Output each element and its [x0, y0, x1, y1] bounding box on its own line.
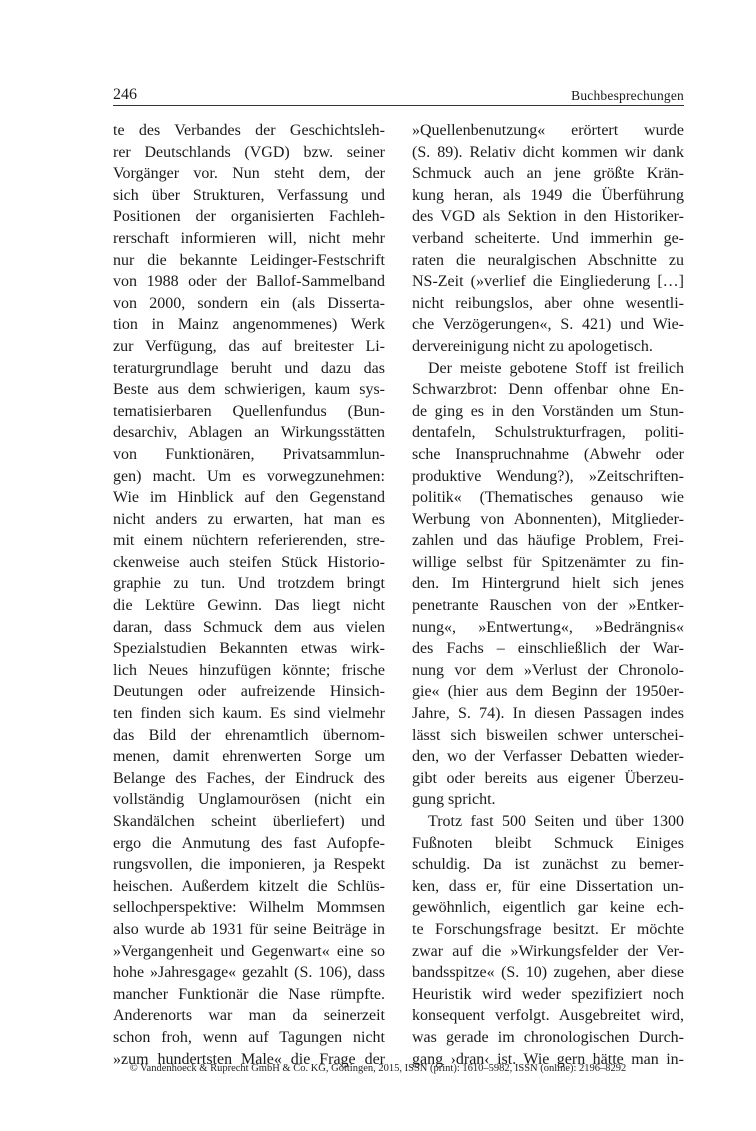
- text-line: »Vergangenheit und Gegenwart« eine so: [113, 942, 385, 960]
- text-line: schuldig. Da ist zunächst zu bemer-: [412, 856, 684, 874]
- text-line: Jahre, S. 74). In diesen Passagen indes: [412, 705, 684, 723]
- text-line: tematisierbaren Quellenfundus (Bun-: [113, 402, 385, 420]
- text-line: Belange des Faches, der Eindruck des: [113, 769, 385, 787]
- text-line: des VGD als Sektion in den Historiker-: [412, 208, 684, 226]
- text-line: rungsvollen, die imponieren, ja Respekt: [113, 856, 385, 874]
- text-line: lich Neues hinzufügen könnte; frische: [113, 661, 385, 679]
- text-line: nung«, »Entwertung«, »Bedrängnis«: [412, 618, 684, 636]
- text-line: gang ›dran‹ ist. Wie gern hätte man in-: [412, 1050, 684, 1068]
- left-column: [113, 120, 385, 1070]
- text-line: von 1988 oder der Ballof-Sammelband: [113, 273, 385, 291]
- text-line: von Funktionären, Privatsammlun-: [113, 445, 385, 463]
- page-number: 246: [113, 86, 137, 103]
- text-line: che Verzögerungen«, S. 421) und Wie-: [412, 316, 684, 334]
- text-line: nur die bekannte Leidinger-Festschrift: [113, 251, 385, 269]
- text-line: sellochperspektive: Wilhelm Mommsen: [113, 899, 385, 917]
- copyright-footer: © Vandenhoeck & Ruprecht GmbH & Co. KG, Göttingen, 2015, ISSN (print): 1610–5982, ISSN (online): 2196–8292: [129, 1063, 627, 1074]
- text-line: Vorgänger vor. Nun steht dem, der: [113, 165, 385, 183]
- text-line: menen, damit ehrenwerten Sorge um: [113, 748, 385, 766]
- text-line: konsequent verfolgt. Ausgebreitet wird,: [412, 1007, 684, 1025]
- text-line: heischen. Außerdem kitzelt die Schlüs-: [113, 877, 385, 895]
- text-line: gibt oder bereits aus eigener Überzeu-: [412, 769, 684, 787]
- text-line: Spezialstudien Bekannten etwas wirk-: [113, 640, 385, 658]
- text-line: daran, dass Schmuck dem aus vielen: [113, 618, 385, 636]
- text-line: lässt sich bisweilen schwer unterschei-: [412, 726, 684, 744]
- text-line: nung vor dem »Verlust der Chronolo-: [412, 661, 684, 679]
- text-line: sche Inanspruchnahme (Abwehr oder: [412, 445, 684, 463]
- text-line: NS-Zeit (»verlief die Eingliederung […]: [412, 273, 684, 291]
- text-line: gewöhnlich, eigentlich gar keine ech-: [412, 899, 684, 917]
- running-title: Buchbesprechungen: [571, 88, 684, 103]
- text-line: Werbung von Abonnenten), Mitglieder-: [412, 510, 684, 528]
- text-line: das Bild der ehrenamtlich übernom-: [113, 726, 385, 744]
- text-line: sich über Strukturen, Verfassung und: [113, 186, 385, 204]
- text-line: Anderenorts war man da seinerzeit: [113, 1007, 385, 1025]
- text-line: te Forschungsfrage besitzt. Er möchte: [412, 920, 684, 938]
- text-line: hohe »Jahresgage« gezahlt (S. 106), dass: [113, 964, 385, 982]
- text-line: produktive Wendung?), »Zeitschriften-: [412, 467, 684, 485]
- text-line: tion in Mainz angenommenes) Werk: [113, 316, 385, 334]
- page-header: [113, 86, 684, 106]
- text-line: ergo die Anmutung des fast Aufopfe-: [113, 834, 385, 852]
- text-line: des Fachs – einschließlich der War-: [412, 640, 684, 658]
- text-line: »Quellenbenutzung« erörtert wurde: [412, 122, 684, 139]
- text-line: ken, dass er, für eine Dissertation un-: [412, 877, 684, 895]
- text-line: Trotz fast 500 Seiten und über 1300: [428, 813, 684, 830]
- text-line: nicht anders zu erwarten, hat man es: [113, 510, 385, 528]
- text-line: dervereinigung nicht zu apologetisch.: [412, 337, 653, 355]
- text-line: te des Verbandes der Geschichtsleh-: [113, 122, 385, 139]
- text-line: (S. 89). Relativ dicht kommen wir dank: [412, 143, 684, 161]
- text-line: zwar auf die »Wirkungsfelder der Ver-: [412, 942, 684, 960]
- text-line: vollständig Unglamourösen (nicht ein: [113, 791, 385, 809]
- text-line: verband scheiterte. Und immerhin ge-: [412, 229, 684, 247]
- text-line: politik« (Thematisches genauso wie: [412, 489, 684, 507]
- text-line: Beste aus dem schwierigen, kaum sys-: [113, 381, 385, 399]
- text-line: desarchiv, Ablagen an Wirkungsstätten: [113, 424, 385, 442]
- text-line: Schwarzbrot: Denn offenbar ohne En-: [412, 381, 684, 399]
- text-line: penetrante Rauschen von der »Entker-: [412, 597, 684, 615]
- text-line: Deutungen oder aufreizende Hinsich-: [113, 683, 385, 701]
- text-line: rerschaft informieren will, nicht mehr: [113, 229, 385, 247]
- text-line: den, wo der Verfasser Debatten wieder-: [412, 748, 684, 766]
- text-line: dentafeln, Schulstrukturfragen, politi-: [412, 424, 684, 442]
- text-line: teraturgrundlage beruht und dazu das: [113, 359, 385, 377]
- text-line: nicht reibungslos, aber ohne wesentli-: [412, 294, 684, 312]
- text-line: raten die neuralgischen Abschnitte zu: [412, 251, 684, 269]
- text-line: willige selbst für Spitzenämter zu fin-: [412, 553, 684, 571]
- text-line: schon froh, wenn auf Tagungen nicht: [113, 1028, 385, 1046]
- text-line: die Lektüre Gewinn. Das liegt nicht: [113, 597, 385, 615]
- header-rule: [113, 105, 684, 106]
- text-line: zahlen und das häufige Problem, Frei-: [412, 532, 684, 550]
- text-line: mit einem nüchtern referierenden, stre-: [113, 532, 385, 550]
- text-line: gen) macht. Um es vorwegzunehmen:: [113, 467, 385, 485]
- text-line: Schmuck auch an jene größte Krän-: [412, 165, 684, 183]
- text-line: Der meiste gebotene Stoff ist freilich: [428, 359, 684, 377]
- text-line: rer Deutschlands (VGD) bzw. seiner: [113, 143, 385, 161]
- text-line: mancher Funktionär die Nase rümpfte.: [113, 985, 385, 1003]
- text-line: kung heran, als 1949 die Überführung: [412, 186, 684, 204]
- text-line: gie« (hier aus dem Beginn der 1950er-: [412, 683, 684, 701]
- text-line: bandsspitze« (S. 10) zugehen, aber diese: [412, 964, 684, 982]
- text-line: »zum hundertsten Male« die Frage der: [113, 1050, 385, 1068]
- text-line: ten finden sich kaum. Es sind vielmehr: [113, 705, 385, 723]
- text-line: von 2000, sondern ein (als Disserta-: [113, 294, 385, 312]
- right-column: [412, 120, 684, 1070]
- text-line: Wie im Hinblick auf den Gegenstand: [113, 489, 385, 507]
- text-line: ckenweise auch steifen Stück Historio-: [113, 553, 385, 571]
- text-line: zur Verfügung, das auf breitester Li-: [113, 337, 385, 355]
- text-line: Positionen der organisierten Fachleh-: [113, 208, 385, 226]
- text-line: den. Im Hintergrund hielt sich jenes: [412, 575, 684, 593]
- text-line: gung spricht.: [412, 791, 496, 809]
- text-line: Heuristik wird weder spezifiziert noch: [412, 985, 684, 1003]
- text-line: de ging es in den Vorständen um Stun-: [412, 402, 684, 420]
- text-line: graphie zu tun. Und trotzdem bringt: [113, 575, 385, 593]
- text-line: Skandälchen scheint überliefert) und: [113, 813, 385, 830]
- text-line: was gerade im chronologischen Durch-: [412, 1028, 684, 1046]
- text-line: Fußnoten bleibt Schmuck Einiges: [412, 834, 684, 852]
- text-line: also wurde ab 1931 für seine Beiträge in: [113, 920, 385, 938]
